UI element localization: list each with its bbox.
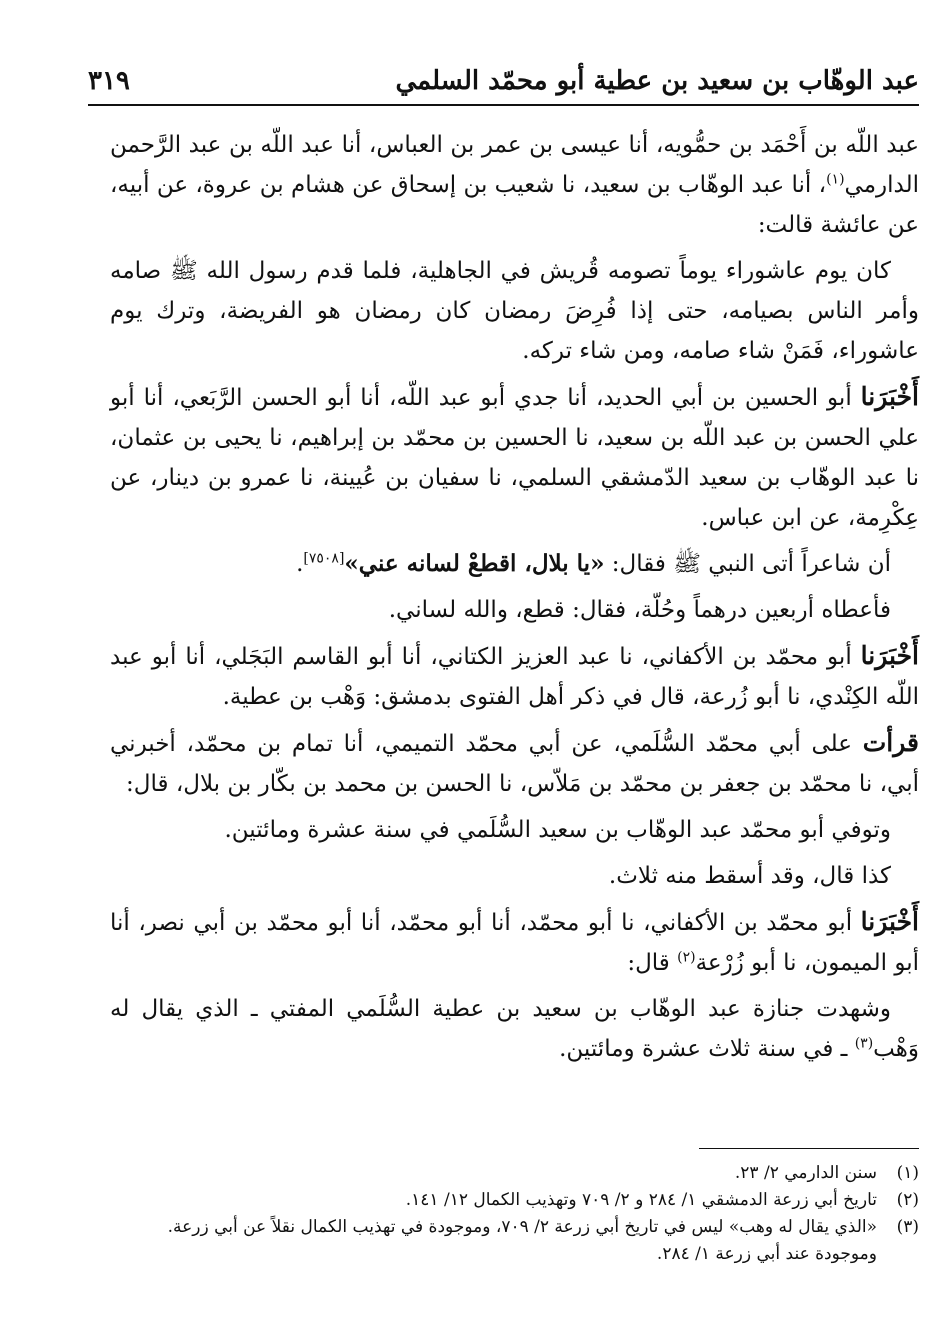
p4-quote: «يا بلال، اقطعْ لسانه عني» [344,550,605,577]
p1-rest: ، أنا عبد الوهّاب بن سعيد، نا شعيب بن إسحاق عن هشام بن عروة، عن أبيه، عن عائشة قالت: [110,172,919,238]
paragraph-1 [110,125,919,245]
footnote-text: تاريخ أبي زرعة الدمشقي ١/ ٢٨٤ و ٢/ ٧٠٩ وتهذيب الكمال ١٢/ ١٤١. [405,1190,877,1210]
p3-keyword: أَخْبَرَنا [860,382,919,411]
p5-text: فأعطاه أربعين درهماً وحُلّة، فقال: قطع، والله لساني. [388,597,891,623]
footnote-number: (٣) [896,1217,919,1237]
footnote-text: سنن الدارمي ٢/ ٢٣. [734,1163,877,1183]
footnote-text: «الذي يقال له وهب» ليس في تاريخ أبي زرعة ٢/ ٧٠٩، وموجودة في تهذيب الكمال نقلاً عن أبي زرعة. وموجودة عند أبي زرعة ١/ ٢٨٤. [167,1217,877,1264]
p11-text: وشهدت جنازة عبد الوهّاب بن سعيد بن عطية السُّلَمي المفتي ـ الذي يقال له وَهْب [110,996,919,1062]
footnote-item [120,1214,919,1268]
footnotes [120,1160,919,1268]
header-rule [88,104,919,106]
p1-text: عبد اللّه بن أَحْمَد بن حمُّويه، أنا عيسى بن عمر بن العباس، أنا عبد اللّه بن عبد الرَّحمن الدارمي [110,132,919,198]
paragraph-10 [110,902,919,983]
p6-text: أبو محمّد بن الأكفاني، نا عبد العزيز الكتاني، أنا أبو القاسم البَجَلي، أنا أبو عبد اللّه الكِنْدي، نا أبو زُرعة، قال في ذكر أهل الفتوى بدمشق: وَهْب بن عطية. [110,644,919,710]
footnote-number: (١) [896,1163,919,1183]
p3-text: أبو الحسين بن أبي الحديد، أنا جدي أبو عبد اللّه، أنا أبو الحسن الرَّبَعي، أنا أبو علي الحسن بن عبد اللّه بن سعيد، نا الحسين بن محمّد بن إبراهيم، نا يحيى بن عثمان، نا عبد الوهّاب بن سعيد الدّمشقي السلمي، نا سفيان بن عُيينة، نا عمرو بن دينار، عن عِكْرِمة، عن ابن عباس. [110,385,919,531]
p10-text: أبو محمّد بن الأكفاني، نا أبو محمّد، أنا أبو محمّد، أنا أبو محمّد بن أبي نصر، أنا أبو الميمون، نا أبو زُرْعة [110,910,919,976]
p10-end: قال: [627,950,678,976]
footnote-item [120,1187,919,1214]
footnote-ref-1: (١) [826,171,845,188]
p11-end: ـ في سنة ثلاث عشرة ومائتين. [559,1036,855,1062]
p9-text: كذا قال، وقد أسقط منه ثلاث. [608,863,891,889]
p7-text: على أبي محمّد السُّلَمي، عن أبي محمّد التميمي، أنا تمام بن محمّد، أخبرني أبي، نا محمّد بن جعفر بن محمّد بن مَلاّس، نا الحسن بن محمد بن بكّار بن بلال، قال: [110,731,919,797]
footnote-rule [699,1148,919,1149]
paragraph-5 [110,590,919,630]
running-title: عبد الوهّاب بن سعيد بن عطية أبو محمّد السلمي [395,66,919,96]
p10-keyword: أَخْبَرَنا [860,907,919,936]
footnote-item [120,1160,919,1187]
paragraph-6 [110,636,919,717]
page-number: ٣١٩ [88,66,130,96]
p4-text: أن شاعراً أتى النبي ﷺ فقال: [604,551,891,577]
paragraph-9 [110,856,919,896]
paragraph-4 [110,544,919,584]
running-header [88,58,919,106]
p8-text: وتوفي أبو محمّد عبد الوهّاب بن سعيد السُّلَمي في سنة عشرة ومائتين. [224,817,891,843]
p4-end: . [296,551,304,577]
p6-keyword: أَخْبَرَنا [860,641,919,670]
footnote-ref-3: (٣) [854,1035,874,1052]
p7-keyword: قرأت [862,728,919,757]
main-text [110,125,919,1075]
footnote-number: (٢) [896,1190,919,1210]
footnote-ref-2: (٢) [677,949,696,966]
p2-text: كان يوم عاشوراء يوماً تصومه قُريش في الجاهلية، فلما قدم رسول الله ﷺ صامه وأمر الناس بصيامه، حتى إذا فُرِضَ رمضان كان رمضان هو الفريضة، وترك يوم عاشوراء، فَمَنْ شاء صامه، ومن شاء تركه. [110,258,919,364]
paragraph-2 [110,251,919,371]
paragraph-8 [110,810,919,850]
hadith-number: [٧٥٠٨] [303,550,345,567]
paragraph-11 [110,989,919,1069]
paragraph-7 [110,723,919,804]
paragraph-3 [110,377,919,538]
